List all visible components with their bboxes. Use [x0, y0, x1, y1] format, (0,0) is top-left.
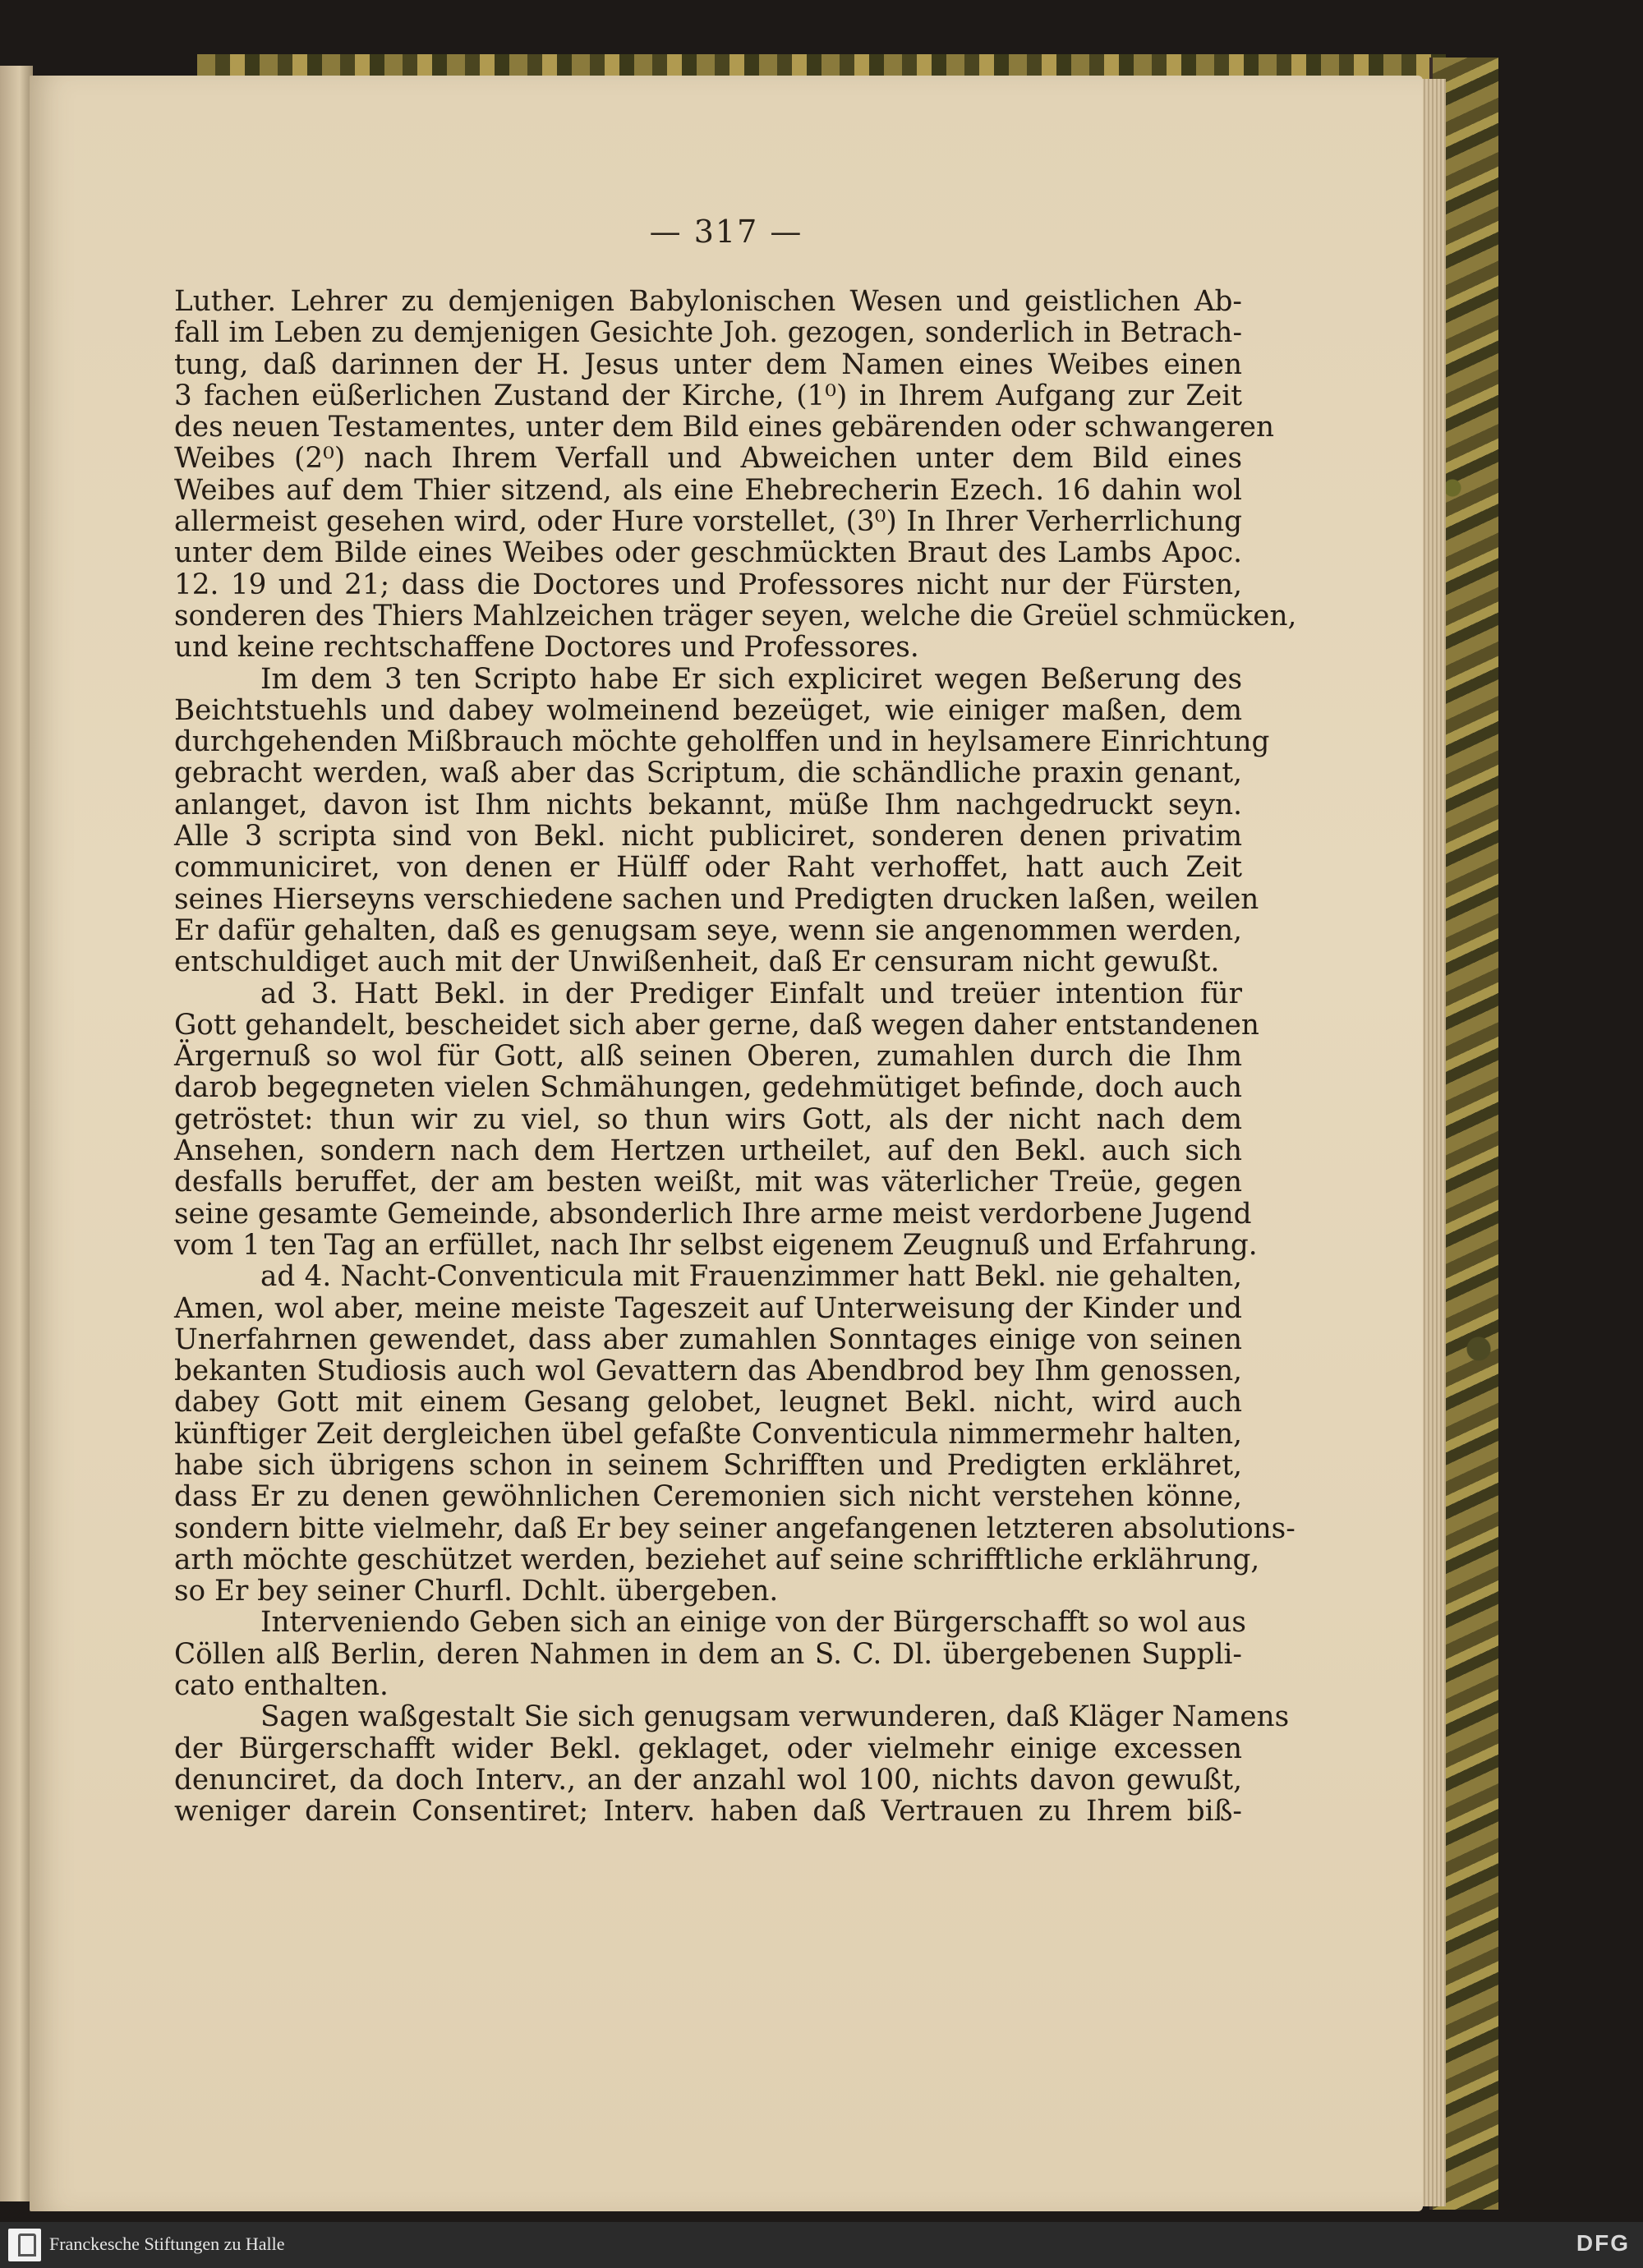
text-line: Unerfahrnen gewendet, dass aber zumahlen Sonntages einige von seinen	[174, 1323, 1242, 1356]
text-line: Luther. Lehrer zu demjenigen Babylonischen Wesen und geistlichen Ab-	[174, 285, 1242, 318]
text-line: communiciret, von denen er Hülff oder Raht verhoffet, hatt auch Zeit	[174, 851, 1242, 885]
text-line: der Bürgerschafft wider Bekl. geklaget, oder vielmehr einige excessen	[174, 1732, 1242, 1765]
text-line: darob begegneten vielen Schmähungen, gedehmütiget befinde, doch auch	[174, 1071, 1242, 1105]
footer-institution: Franckesche Stiftungen zu Halle	[49, 2233, 285, 2254]
text-line: seine gesamte Gemeinde, absonderlich Ihre arme meist verdorbene Jugend	[174, 1197, 1252, 1231]
text-line: gebracht werden, waß aber das Scriptum, die schändliche praxin genant,	[174, 757, 1242, 790]
dfg-logo: DFG	[1576, 2230, 1630, 2256]
text-line: tung, daß darinnen der H. Jesus unter dem Namen eines Weibes einen	[174, 347, 1242, 381]
text-line: vom 1 ten Tag an erfüllet, nach Ihr selbst eigenem Zeugnuß und Erfahrung.	[174, 1228, 1258, 1262]
text-line: so Er bey seiner Churfl. Dchlt. übergeben.	[174, 1575, 779, 1608]
text-line: Im dem 3 ten Scripto habe Er sich expliciret wegen Beßerung des	[260, 662, 1242, 696]
text-line: Er dafür gehalten, daß es genugsam seye, wenn sie angenommen werden,	[174, 913, 1242, 947]
text-line: arth möchte geschützet werden, beziehet auf seine schrifftliche erklährung,	[174, 1543, 1260, 1576]
text-line: entschuldiget auch mit der Unwißenheit, daß Er censuram nicht gewußt.	[174, 945, 1220, 979]
text-line: Alle 3 scripta sind von Bekl. nicht publiciret, sonderen denen privatim	[174, 820, 1242, 853]
text-line: des neuen Testamentes, unter dem Bild eines gebärenden oder schwangeren	[174, 411, 1275, 444]
text-line: sonderen des Thiers Mahlzeichen träger seyen, welche die Greüel schmücken,	[174, 599, 1297, 633]
text-line: dass Er zu denen gewöhnlichen Ceremonien sich nicht verstehen könne,	[174, 1480, 1242, 1514]
text-line: habe sich übrigens schon in seinem Schrifften und Predigten erklähret,	[174, 1448, 1242, 1482]
text-line: Interveniendo Geben sich an einige von der Bürgerschafft so wol aus	[260, 1606, 1246, 1640]
text-line: künftiger Zeit dergleichen übel gefaßte Conventicula nimmermehr halten,	[174, 1417, 1242, 1451]
francke-foundation-logo-icon	[8, 2229, 41, 2261]
text-line: fall im Leben zu demjenigen Gesichte Joh. gezogen, sonderlich in Betrach-	[174, 316, 1242, 350]
text-line: denunciret, da doch Interv., an der anzahl wol 100, nichts davon gewußt,	[174, 1763, 1242, 1796]
text-line: ad 3. Hatt Bekl. in der Prediger Einfalt und treüer intention für	[260, 977, 1242, 1010]
text-line: weniger darein Consentiret; Interv. haben daß Vertrauen zu Ihrem biß-	[174, 1795, 1242, 1829]
text-line: cato enthalten.	[174, 1669, 389, 1703]
text-line: allermeist gesehen wird, oder Hure vorstellet, (3⁰) In Ihrer Verherrlichung	[174, 505, 1242, 539]
text-line: anlanget, davon ist Ihm nichts bekannt, müße Ihm nachgedruckt seyn.	[174, 788, 1242, 821]
text-line: getröstet: thun wir zu viel, so thun wirs Gott, als der nicht nach dem	[174, 1102, 1242, 1136]
text-line: desfalls beruffet, der am besten weißt, mit was väterlicher Treüe, gegen	[174, 1166, 1242, 1199]
text-line: Weibes (2⁰) nach Ihrem Verfall und Abweichen unter dem Bild eines	[174, 442, 1242, 476]
text-line: Sagen waßgestalt Sie sich genugsam verwunderen, daß Kläger Namens	[260, 1700, 1290, 1734]
footer-bar	[0, 2222, 1643, 2268]
text-line: und keine rechtschaffene Doctores und Professores.	[174, 631, 919, 665]
text-line: Gott gehandelt, bescheidet sich aber gerne, daß wegen daher entstandenen	[174, 1008, 1259, 1042]
text-line: dabey Gott mit einem Gesang gelobet, leugnet Bekl. nicht, wird auch	[174, 1386, 1242, 1419]
text-line: sondern bitte vielmehr, daß Er bey seiner angefangenen letzteren absolutions-	[174, 1511, 1296, 1545]
page-text	[174, 285, 1297, 1829]
book-page	[30, 76, 1423, 2211]
text-line: bekanten Studiosis auch wol Gevattern das Abendbrod bey Ihm genossen,	[174, 1355, 1242, 1388]
page-number: — 317 —	[649, 214, 803, 250]
text-line: Ärgernuß so wol für Gott, alß seinen Oberen, zumahlen durch die Ihm	[174, 1040, 1242, 1074]
text-line: 3 fachen eüßerlichen Zustand der Kirche, (1⁰) in Ihrem Aufgang zur Zeit	[174, 379, 1242, 412]
text-line: seines Hierseyns verschiedene sachen und Predigten drucken laßen, weilen	[174, 882, 1259, 916]
text-line: Weibes auf dem Thier sitzend, als eine Ehebrecherin Ezech. 16 dahin wol	[174, 473, 1242, 507]
text-line: 12. 19 und 21; dass die Doctores und Professores nicht nur der Fürsten,	[174, 568, 1242, 601]
text-line: Cöllen alß Berlin, deren Nahmen in dem an S. C. Dl. übergebenen Suppli-	[174, 1637, 1242, 1671]
text-line: Ansehen, sondern nach dem Hertzen urtheilet, auf den Bekl. auch sich	[174, 1134, 1242, 1168]
text-line: durchgehenden Mißbrauch möchte geholffen und in heylsamere Einrichtung	[174, 725, 1270, 759]
left-page-edge	[0, 66, 33, 2201]
text-line: unter dem Bilde eines Weibes oder geschmückten Braut des Lambs Apoc.	[174, 536, 1242, 570]
text-line: Amen, wol aber, meine meiste Tageszeit auf Unterweisung der Kinder und	[174, 1291, 1242, 1325]
text-line: Beichtstuehls und dabey wolmeinend bezeüget, wie einiger maßen, dem	[174, 693, 1242, 727]
text-line: ad 4. Nacht-Conventicula mit Frauenzimmer hatt Bekl. nie gehalten,	[260, 1260, 1242, 1294]
